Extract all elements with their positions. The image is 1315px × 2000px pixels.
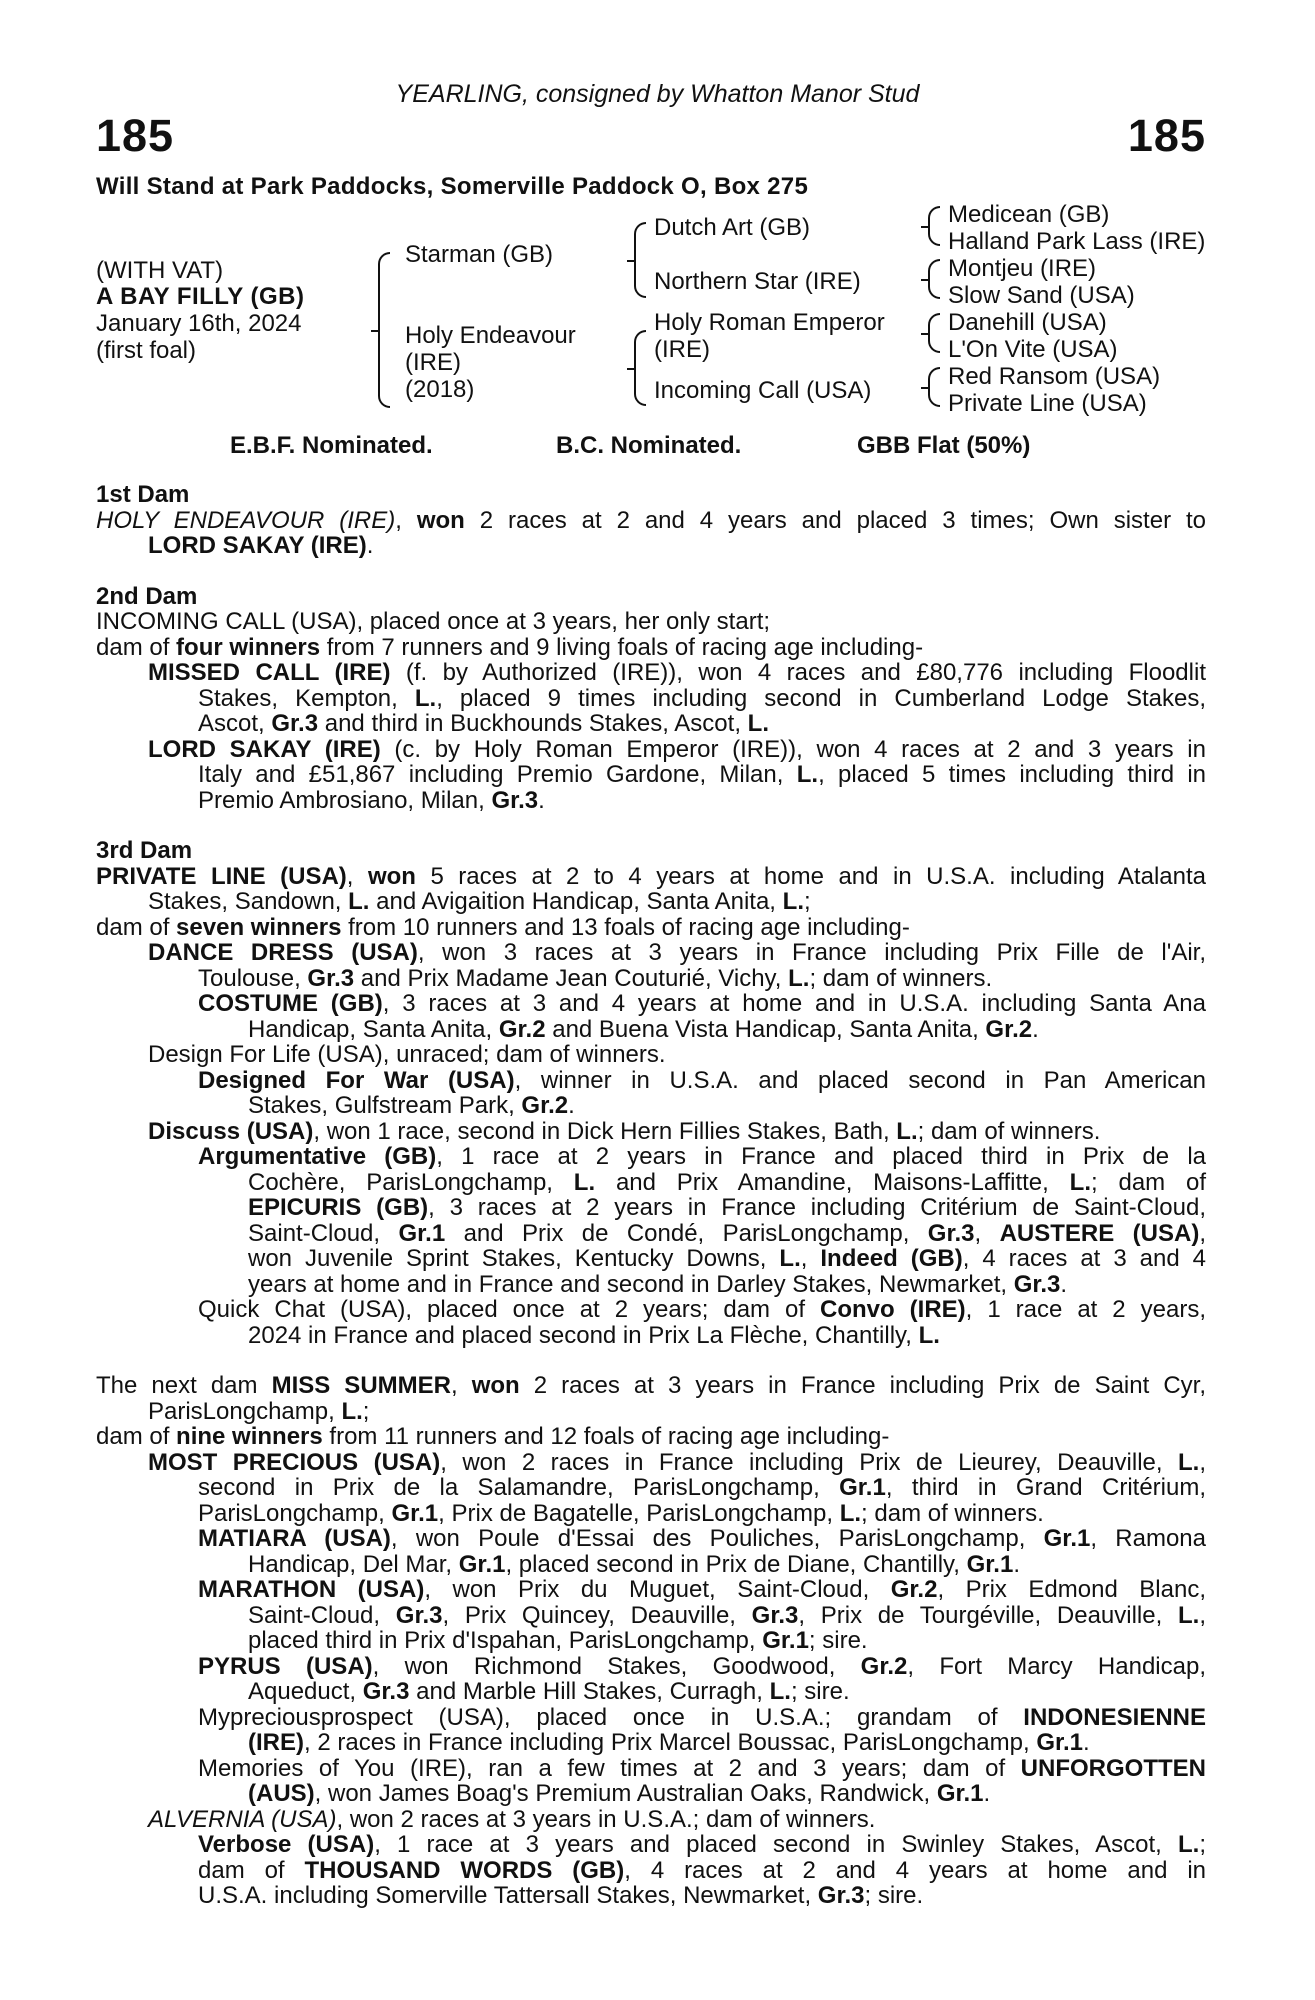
vat-note: (WITH VAT) [96,257,224,284]
ebf-nomination: E.B.F. Nominated. [230,432,433,459]
consignor-subtitle: YEARLING, consigned by Whatton Manor Stud [395,80,920,108]
text-line: Stakes, Sandown, L. and Avigaition Handicap, Santa Anita, L.; [148,888,811,915]
text-line: Italy and £51,867 including Premio Gardone, Milan, L., placed 5 times including third in [198,761,1207,788]
text-line: Ascot, Gr.3 and third in Buckhounds Stakes, Ascot, L. [198,710,769,737]
text-line: LORD SAKAY (IRE) (c. by Holy Roman Emperor (IRE)), won 4 races at 2 and 3 years in [148,735,1206,763]
text-line: Quick Chat (USA), placed once at 2 years; dam of Convo (IRE), 1 race at 2 years, [198,1296,1206,1323]
text-line: Designed For War (USA), winner in U.S.A. and placed second in Pan American [198,1066,1206,1094]
text-line: years at home and in France and second in Darley Stakes, Newmarket, Gr.3. [248,1270,1068,1298]
text-line: 2024 in France and placed second in Prix La Flèche, Chantilly, L. [248,1321,940,1349]
text-line: MOST PRECIOUS (USA), won 2 races in France including Prix de Lieurey, Deauville, L., [148,1448,1206,1476]
text-line: Verbose (USA), 1 race at 3 years and placed second in Swinley Stakes, Ascot, L.; [198,1831,1206,1858]
text-line: dam of THOUSAND WORDS (GB), 4 races at 2 and 4 years at home and in [198,1856,1207,1884]
pedigree-ssd: Halland Park Lass (IRE) [948,228,1206,255]
pedigree-dam-year: (2018) [405,376,475,403]
pedigree-sds: Montjeu (IRE) [948,255,1097,282]
text-line: ParisLongchamp, Gr.1, Prix de Bagatelle, ParisLongchamp, L.; dam of winners. [198,1499,1044,1527]
pedigree-brace [928,367,940,407]
text-line: EPICURIS (GB), 3 races at 2 years in France including Critérium de Saint-Cloud, [248,1194,1207,1221]
text-line: DANCE DRESS (USA), won 3 races at 3 years in France including Prix Fille de l'Air, [148,939,1206,966]
text-line: Handicap, Santa Anita, Gr.2 and Buena Vista Handicap, Santa Anita, Gr.2. [248,1015,1039,1043]
lot-number-left: 185 [96,110,175,161]
pedigree-dam-country: (IRE) [405,349,461,376]
pedigree-sss: Medicean (GB) [948,201,1110,228]
text-line: Handicap, Del Mar, Gr.1, placed second in Prix de Diane, Chantilly, Gr.1. [248,1550,1020,1578]
text-line: INCOMING CALL (USA), placed once at 3 years, her only start; [96,608,771,635]
pedigree-dam: Holy Endeavour [405,322,576,349]
produce-record [96,482,1206,1909]
third-dam-heading: 3rd Dam [96,837,193,864]
pedigree-dam-sire-country: (IRE) [654,336,710,363]
text-line: COSTUME (GB), 3 races at 3 and 4 years at home and in U.S.A. including Santa Ana [198,990,1206,1017]
pedigree-sire-sire: Dutch Art (GB) [654,214,811,241]
text-line: dam of seven winners from 10 runners and 13 foals of racing age including- [96,913,910,941]
text-line: Toulouse, Gr.3 and Prix Madame Jean Couturié, Vichy, L.; dam of winners. [198,964,993,992]
text-line: Stakes, Kempton, L., placed 9 times including second in Cumberland Lodge Stakes, [198,684,1206,712]
text-line: Design For Life (USA), unraced; dam of winners. [148,1041,666,1068]
pedigree-sire-dam: Northern Star (IRE) [654,268,861,295]
text-line: (AUS), won James Boag's Premium Australian Oaks, Randwick, Gr.1. [248,1780,991,1807]
text-line: Mypreciousprospect (USA), placed once in U.S.A.; grandam of INDONESIENNE [198,1703,1206,1731]
pedigree-brace [928,313,940,353]
text-line: Cochère, ParisLongchamp, L. and Prix Amandine, Maisons-Laffitte, L.; dam of [248,1168,1206,1196]
text-line: ALVERNIA (USA), won 2 races at 3 years in U.S.A.; dam of winners. [148,1805,876,1833]
pedigree-sdd: Slow Sand (USA) [948,282,1135,309]
pedigree-dss: Danehill (USA) [948,309,1107,336]
text-line: MARATHON (USA), won Prix du Muguet, Saint-Cloud, Gr.2, Prix Edmond Blanc, [198,1576,1206,1603]
pedigree-brace [928,206,940,246]
text-line: Premio Ambrosiano, Milan, Gr.3. [198,786,545,814]
text-line: PRIVATE LINE (USA), won 5 races at 2 to 4 years at home and in U.S.A. including Atalanta [96,862,1206,890]
pedigree-brace [634,222,646,298]
lot-number-right: 185 [1127,110,1206,161]
text-line: won Juvenile Sprint Stakes, Kentucky Downs, L., Indeed (GB), 4 races at 3 and 4 [248,1245,1207,1272]
bc-nomination: B.C. Nominated. [556,432,742,459]
text-line: Aqueduct, Gr.3 and Marble Hill Stakes, Curragh, L.; sire. [248,1678,850,1705]
text-line: Saint-Cloud, Gr.3, Prix Quincey, Deauville, Gr.3, Prix de Tourgéville, Deauville, L., [248,1601,1206,1629]
text-line: Discuss (USA), won 1 race, second in Dick Hern Fillies Stakes, Bath, L.; dam of winners. [148,1117,1101,1145]
pedigree-sire: Starman (GB) [405,241,554,268]
horse-name: A BAY FILLY (GB) [96,283,305,310]
text-line: dam of four winners from 7 runners and 9 living foals of racing age including- [96,633,924,661]
horse-dob: January 16th, 2024 [96,310,302,337]
text-line: LORD SAKAY (IRE). [148,532,374,559]
gbb-flat: GBB Flat (50%) [857,432,1031,459]
text-line: Stakes, Gulfstream Park, Gr.2. [248,1092,575,1119]
pedigree-ddd: Private Line (USA) [948,390,1147,417]
text-line: second in Prix de la Salamandre, ParisLongchamp, Gr.1, third in Grand Critérium, [198,1474,1206,1501]
pedigree-brace [928,259,940,299]
text-line: Argumentative (GB), 1 race at 2 years in France and placed third in Prix de la [198,1143,1207,1170]
text-line: Memories of You (IRE), ran a few times at 2 and 3 years; dam of UNFORGOTTEN [198,1754,1206,1782]
pedigree-brace [378,252,390,408]
text-line: dam of nine winners from 11 runners and 12 foals of racing age including- [96,1423,890,1450]
text-line: (IRE), 2 races in France including Prix Marcel Boussac, ParisLongchamp, Gr.1. [248,1729,1090,1756]
text-line: HOLY ENDEAVOUR (IRE), won 2 races at 2 and 4 years and placed 3 times; Own sister to [96,506,1206,534]
text-line: PYRUS (USA), won Richmond Stakes, Goodwood, Gr.2, Fort Marcy Handicap, [198,1652,1207,1680]
text-line: ParisLongchamp, L.; [148,1397,370,1425]
pedigree-dsd: L'On Vite (USA) [948,336,1118,363]
text-line: MATIARA (USA), won Poule d'Essai des Pouliches, ParisLongchamp, Gr.1, Ramona [198,1525,1206,1552]
text-line: MISSED CALL (IRE) (f. by Authorized (IRE)), won 4 races and £80,776 including Floodlit [148,659,1206,686]
first-dam-heading: 1st Dam [96,481,190,508]
pedigree-dam-dam: Incoming Call (USA) [654,377,872,404]
second-dam-heading: 2nd Dam [96,582,198,610]
pedigree-brace [634,330,646,406]
pedigree-dds: Red Ransom (USA) [948,363,1161,390]
pedigree-dam-sire: Holy Roman Emperor [654,309,885,336]
text-line: Saint-Cloud, Gr.1 and Prix de Condé, ParisLongchamp, Gr.3, AUSTERE (USA), [248,1219,1206,1247]
text-line: placed third in Prix d'Ispahan, ParisLongchamp, Gr.1; sire. [248,1627,868,1654]
foal-note: (first foal) [96,337,197,364]
stabling-location: Will Stand at Park Paddocks, Somerville Paddock O, Box 275 [96,173,809,200]
text-line: U.S.A. including Somerville Tattersall Stakes, Newmarket, Gr.3; sire. [198,1882,924,1909]
text-line: The next dam MISS SUMMER, won 2 races at 3 years in France including Prix de Saint Cyr, [96,1372,1206,1399]
